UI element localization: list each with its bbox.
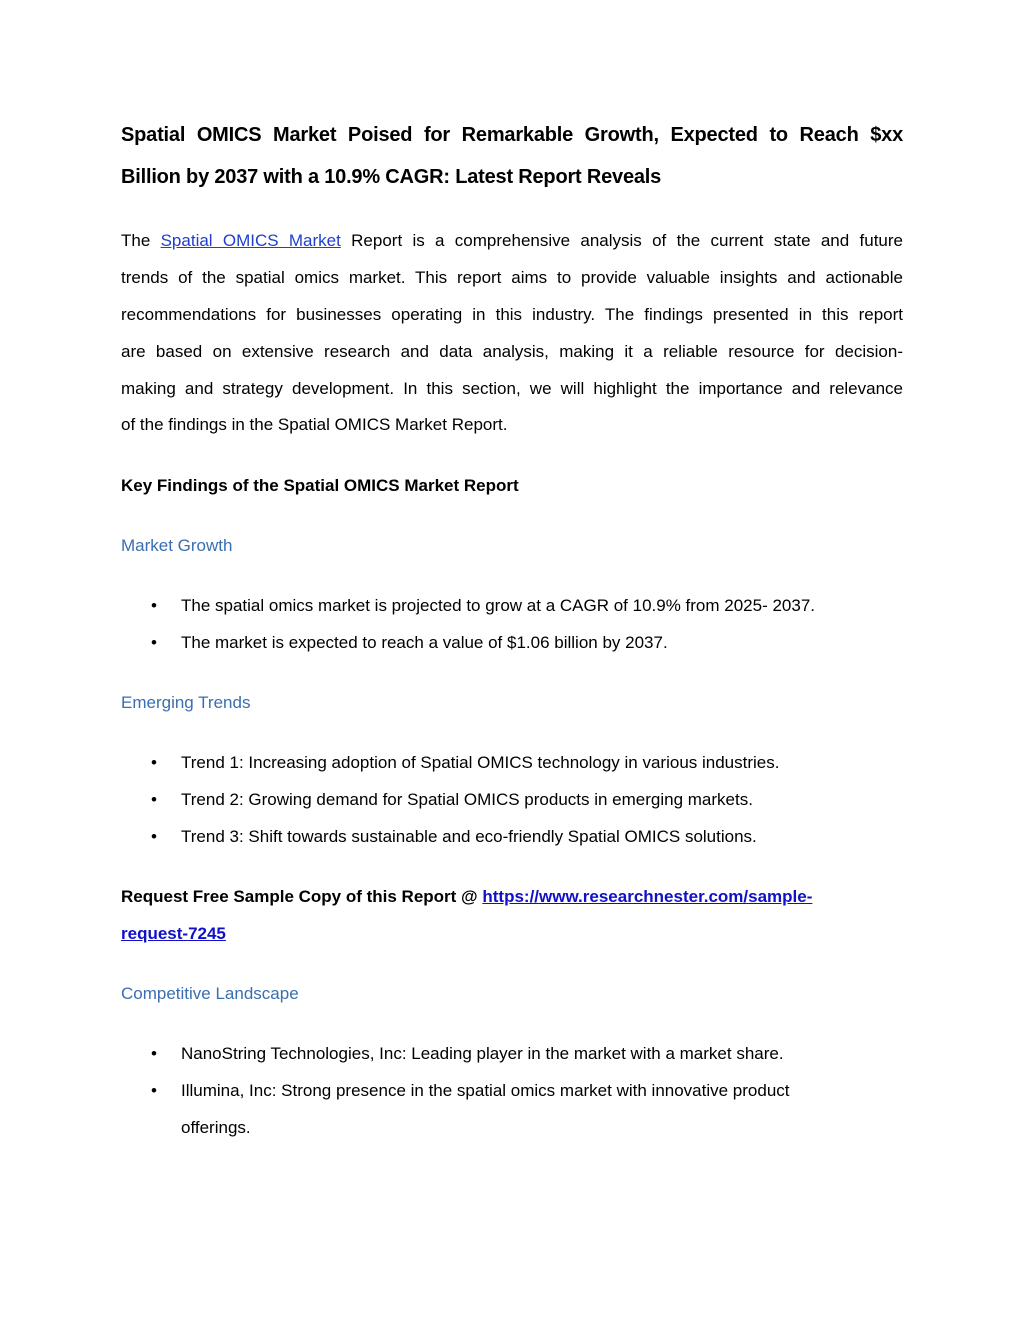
bullet-icon: • <box>151 596 157 615</box>
bullet-icon: • <box>151 1044 157 1063</box>
sample-request-link-continued[interactable]: request-7245 <box>121 924 226 943</box>
market-growth-heading: Market Growth <box>121 536 233 555</box>
key-findings-heading: Key Findings of the Spatial OMICS Market Report <box>121 476 519 495</box>
page-title-line-1: Spatial OMICS Market Poised for Remarkable Growth, Expected to Reach $xx <box>121 124 903 146</box>
list-item-text: Illumina, Inc: Strong presence in the spatial omics market with innovative product <box>181 1081 790 1100</box>
list-item-text: Trend 2: Growing demand for Spatial OMICS products in emerging markets. <box>181 790 753 809</box>
intro-line-1 <box>121 231 903 251</box>
request-sample-line-2 <box>121 924 903 944</box>
intro-line-6: of the findings in the Spatial OMICS Market Report. <box>121 415 508 434</box>
intro-line-1-rest: Report is a comprehensive analysis of the current state and future <box>340 231 903 250</box>
bullet-icon: • <box>151 753 157 772</box>
intro-line-3: recommendations for businesses operating in this industry. The findings presented in this report <box>121 305 903 324</box>
request-sample-label: Request Free Sample Copy of this Report @ <box>121 887 483 906</box>
bullet-icon: • <box>151 790 157 809</box>
list-item-text: NanoString Technologies, Inc: Leading player in the market with a market share. <box>181 1044 784 1063</box>
list-item-text: The spatial omics market is projected to grow at a CAGR of 10.9% from 2025- 2037. <box>181 596 816 615</box>
list-item-text: The market is expected to reach a value of $1.06 billion by 2037. <box>181 633 668 652</box>
competitive-landscape-heading: Competitive Landscape <box>121 984 299 1003</box>
request-sample-line-1 <box>121 887 903 907</box>
page-title-line-2: Billion by 2037 with a 10.9% CAGR: Latest Report Reveals <box>121 166 662 188</box>
emerging-trends-heading: Emerging Trends <box>121 693 251 712</box>
list-item-text: Trend 3: Shift towards sustainable and eco-friendly Spatial OMICS solutions. <box>181 827 757 846</box>
sample-request-link[interactable]: https://www.researchnester.com/sample- <box>482 887 813 906</box>
bullet-icon: • <box>151 633 157 652</box>
intro-line-2: trends of the spatial omics market. This report aims to provide valuable insights and actionable <box>121 268 903 287</box>
intro-line-4: are based on extensive research and data analysis, making it a reliable resource for decision- <box>121 342 903 361</box>
list-item-text: Trend 1: Increasing adoption of Spatial OMICS technology in various industries. <box>181 753 780 772</box>
intro-prefix: The <box>121 231 161 250</box>
bullet-icon: • <box>151 827 157 846</box>
spatial-omics-market-link[interactable]: Spatial OMICS Market <box>160 231 341 250</box>
bullet-icon: • <box>151 1081 157 1100</box>
list-item-text-continued: offerings. <box>181 1118 251 1137</box>
intro-line-5: making and strategy development. In this section, we will highlight the importance and relevance <box>121 379 903 398</box>
